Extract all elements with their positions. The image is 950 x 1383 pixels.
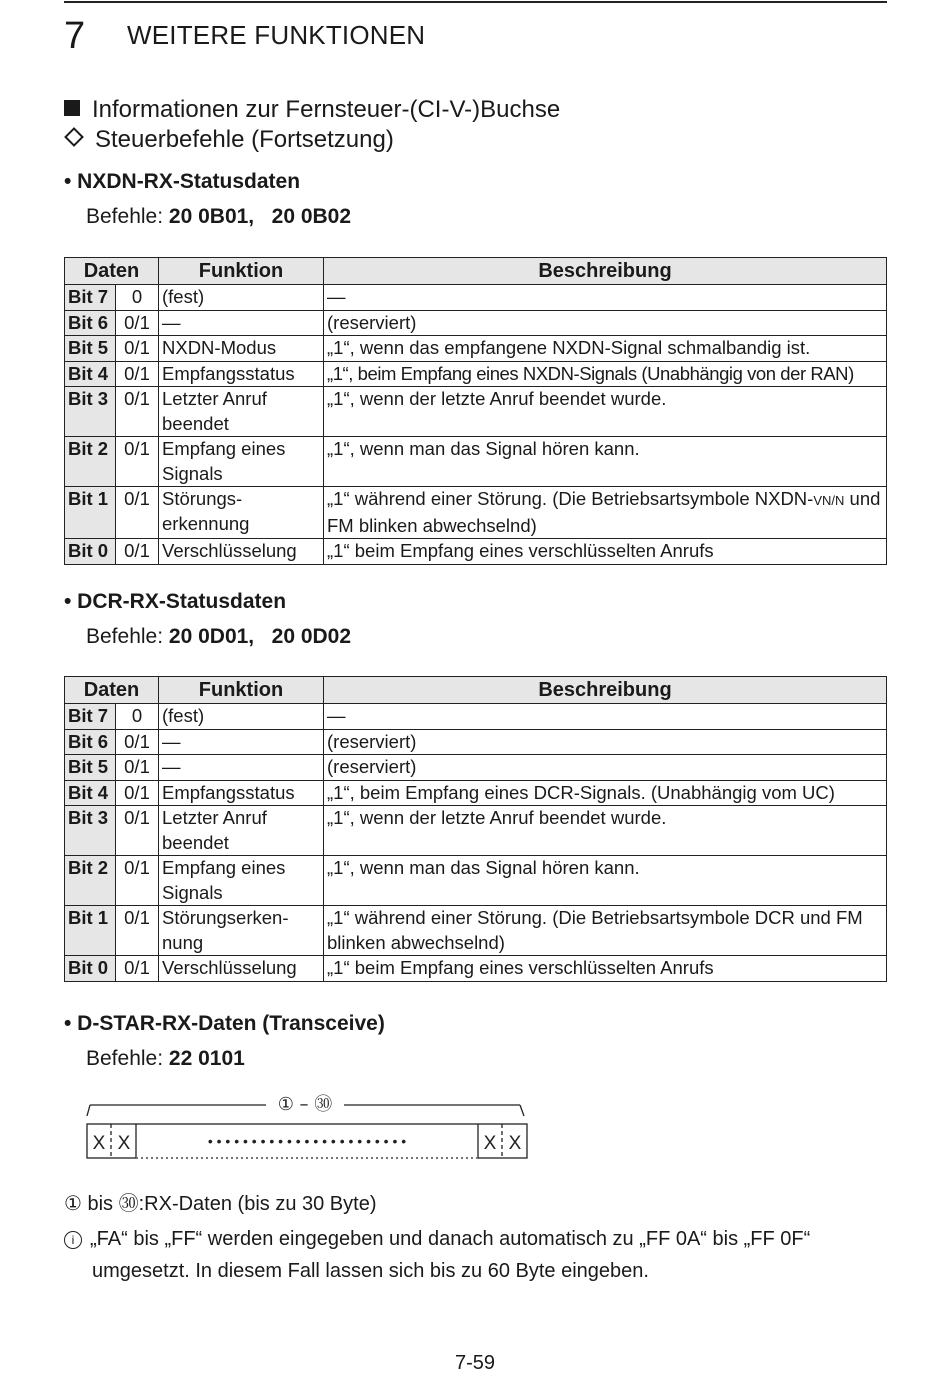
description-cell: „1“, wenn der letzte Anruf beendet wurde.: [324, 806, 887, 856]
col-funktion: Funktion: [159, 677, 324, 704]
dstar-commands: [86, 1046, 245, 1072]
value-cell: 0/1: [116, 806, 159, 856]
frame-byte-cell: X: [117, 1133, 131, 1154]
table-row: [65, 487, 887, 539]
description-cell: „1“ während einer Störung. (Die Betriebsartsymbole DCR und FM blinken abwechselnd): [324, 906, 887, 956]
range-footnote: ① bis ㉚:RX-Daten (bis zu 30 Byte): [64, 1193, 377, 1215]
value-cell: 0/1: [116, 336, 159, 362]
nxdn-table: [64, 257, 887, 565]
description-cell: (reserviert): [324, 310, 887, 336]
value-cell: 0: [116, 704, 159, 730]
value-cell: 0/1: [116, 956, 159, 982]
info-text-line2: umgesetzt. In diesem Fall lassen sich bis zu 60 Byte eingeben.: [92, 1260, 649, 1282]
table-row: [65, 387, 887, 437]
nxdn-commands: [86, 204, 351, 230]
value-cell: 0/1: [116, 856, 159, 906]
bit-cell: Bit 2: [65, 437, 116, 487]
description-cell: „1“, beim Empfang eines DCR-Signals. (Unabhängig vom UC): [324, 780, 887, 806]
table-row: [65, 806, 887, 856]
function-cell: (fest): [159, 704, 324, 730]
table-row: [65, 539, 887, 565]
top-rule: [64, 1, 887, 3]
function-cell: —: [159, 755, 324, 781]
function-cell: Empfang eines Signals: [159, 437, 324, 487]
dstar-cmd-codes: 22 0101: [168, 1047, 245, 1070]
description-cell: —: [324, 704, 887, 730]
frame-dots: • • • • • • • • • • • • • • • • • • • • • • •: [207, 1133, 407, 1149]
table-row: [65, 956, 887, 982]
bit-cell: Bit 4: [65, 361, 116, 387]
function-cell: Letzter Anruf beendet: [159, 806, 324, 856]
info-text-line1: „FA“ bis „FF“ werden eingegeben und danach automatisch zu „FF 0A“ bis „FF 0F“: [90, 1228, 811, 1250]
dcr-cmd-label: Befehle:: [86, 625, 169, 648]
table-row: [65, 310, 887, 336]
col-beschreibung: Beschreibung: [324, 258, 887, 285]
function-cell: Verschlüsselung: [159, 539, 324, 565]
nxdn-title: • NXDN-RX-Statusdaten: [64, 170, 301, 193]
description-cell: „1“, beim Empfang eines NXDN-Signals (Unabhängig von der RAN): [324, 361, 887, 387]
function-cell: Störungserken-nung: [159, 906, 324, 956]
dcr-cmd-codes: 20 0D01, 20 0D02: [168, 625, 352, 648]
dstar-cmd-label: Befehle:: [86, 1047, 169, 1070]
section-title: Informationen zur Fernsteuer-(CI-V-)Buchse: [92, 96, 561, 123]
description-cell: [324, 487, 887, 539]
frame-byte-cell: X: [483, 1133, 497, 1154]
description-cell: —: [324, 285, 887, 311]
bit-cell: Bit 7: [65, 704, 116, 730]
bit-cell: Bit 1: [65, 487, 116, 539]
value-cell: 0/1: [116, 387, 159, 437]
chapter-title: WEITERE FUNKTIONEN: [127, 20, 426, 50]
bit-cell: Bit 1: [65, 906, 116, 956]
section-heading: [64, 96, 560, 124]
description-cell: „1“ beim Empfang eines verschlüsselten Anrufs: [324, 539, 887, 565]
description-cell: „1“ beim Empfang eines verschlüsselten Anrufs: [324, 956, 887, 982]
bit-cell: Bit 6: [65, 310, 116, 336]
mode-symbol-text: VN/N: [813, 493, 845, 508]
value-cell: 0/1: [116, 487, 159, 539]
bit-cell: Bit 4: [65, 780, 116, 806]
subsection-heading: [64, 126, 394, 154]
chapter-number: 7: [64, 15, 86, 57]
table-row: [65, 856, 887, 906]
dstar-title: • D-STAR-RX-Daten (Transceive): [64, 1012, 385, 1035]
value-cell: 0/1: [116, 755, 159, 781]
bit-cell: Bit 3: [65, 806, 116, 856]
table-row: [65, 336, 887, 362]
description-text: „1“ während einer Störung. (Die Betriebsartsymbole NXDN-: [327, 488, 814, 509]
description-cell: „1“, wenn man das Signal hören kann.: [324, 437, 887, 487]
value-cell: 0/1: [116, 437, 159, 487]
diamond-bullet-icon: [64, 127, 84, 147]
description-cell: „1“, wenn der letzte Anruf beendet wurde.: [324, 387, 887, 437]
description-cell: (reserviert): [324, 729, 887, 755]
function-cell: Empfangsstatus: [159, 780, 324, 806]
table-row: [65, 755, 887, 781]
dcr-title: • DCR-RX-Statusdaten: [64, 590, 287, 613]
col-daten: Daten: [65, 677, 159, 704]
frame-byte-cell: X: [508, 1133, 522, 1154]
dcr-commands: [86, 624, 351, 650]
dcr-table: [64, 676, 887, 982]
function-cell: Letzter Anruf beendet: [159, 387, 324, 437]
value-cell: 0/1: [116, 539, 159, 565]
nxdn-cmd-label: Befehle:: [86, 205, 169, 228]
bit-cell: Bit 0: [65, 956, 116, 982]
value-cell: 0/1: [116, 780, 159, 806]
nxdn-cmd-codes: 20 0B01, 20 0B02: [168, 205, 352, 228]
function-cell: Empfang eines Signals: [159, 856, 324, 906]
bit-cell: Bit 5: [65, 755, 116, 781]
col-funktion: Funktion: [159, 258, 324, 285]
bit-cell: Bit 6: [65, 729, 116, 755]
data-frame-diagram: [86, 1090, 531, 1165]
info-icon: i: [64, 1231, 82, 1249]
function-cell: Empfangsstatus: [159, 361, 324, 387]
function-cell: Verschlüsselung: [159, 956, 324, 982]
table-row: [65, 285, 887, 311]
function-cell: Störungs-erkennung: [159, 487, 324, 539]
description-text: und FM blinken abwechselnd): [327, 488, 881, 536]
table-header-row: [65, 677, 887, 704]
description-cell: „1“, wenn das empfangene NXDN-Signal schmalbandig ist.: [324, 336, 887, 362]
description-cell: „1“, wenn man das Signal hören kann.: [324, 856, 887, 906]
function-cell: —: [159, 310, 324, 336]
value-cell: 0/1: [116, 310, 159, 336]
frame-range-label: ① – ㉚: [277, 1094, 333, 1115]
table-row: [65, 780, 887, 806]
bit-cell: Bit 2: [65, 856, 116, 906]
value-cell: 0: [116, 285, 159, 311]
square-bullet-icon: [64, 100, 80, 116]
table-row: [65, 906, 887, 956]
bit-cell: Bit 5: [65, 336, 116, 362]
bit-cell: Bit 0: [65, 539, 116, 565]
value-cell: 0/1: [116, 729, 159, 755]
function-cell: —: [159, 729, 324, 755]
frame-byte-cell: X: [92, 1133, 106, 1154]
function-cell: NXDN-Modus: [159, 336, 324, 362]
page-number: 7-59: [454, 1352, 496, 1374]
value-cell: 0/1: [116, 361, 159, 387]
value-cell: 0/1: [116, 906, 159, 956]
table-row: [65, 729, 887, 755]
table-header-row: [65, 258, 887, 285]
table-row: [65, 704, 887, 730]
bit-cell: Bit 7: [65, 285, 116, 311]
description-cell: (reserviert): [324, 755, 887, 781]
info-footnote: [64, 1223, 874, 1287]
col-beschreibung: Beschreibung: [324, 677, 887, 704]
table-row: [65, 437, 887, 487]
table-row: [65, 361, 887, 387]
function-cell: (fest): [159, 285, 324, 311]
bit-cell: Bit 3: [65, 387, 116, 437]
subsection-title: Steuerbefehle (Fortsetzung): [95, 126, 394, 153]
col-daten: Daten: [65, 258, 159, 285]
